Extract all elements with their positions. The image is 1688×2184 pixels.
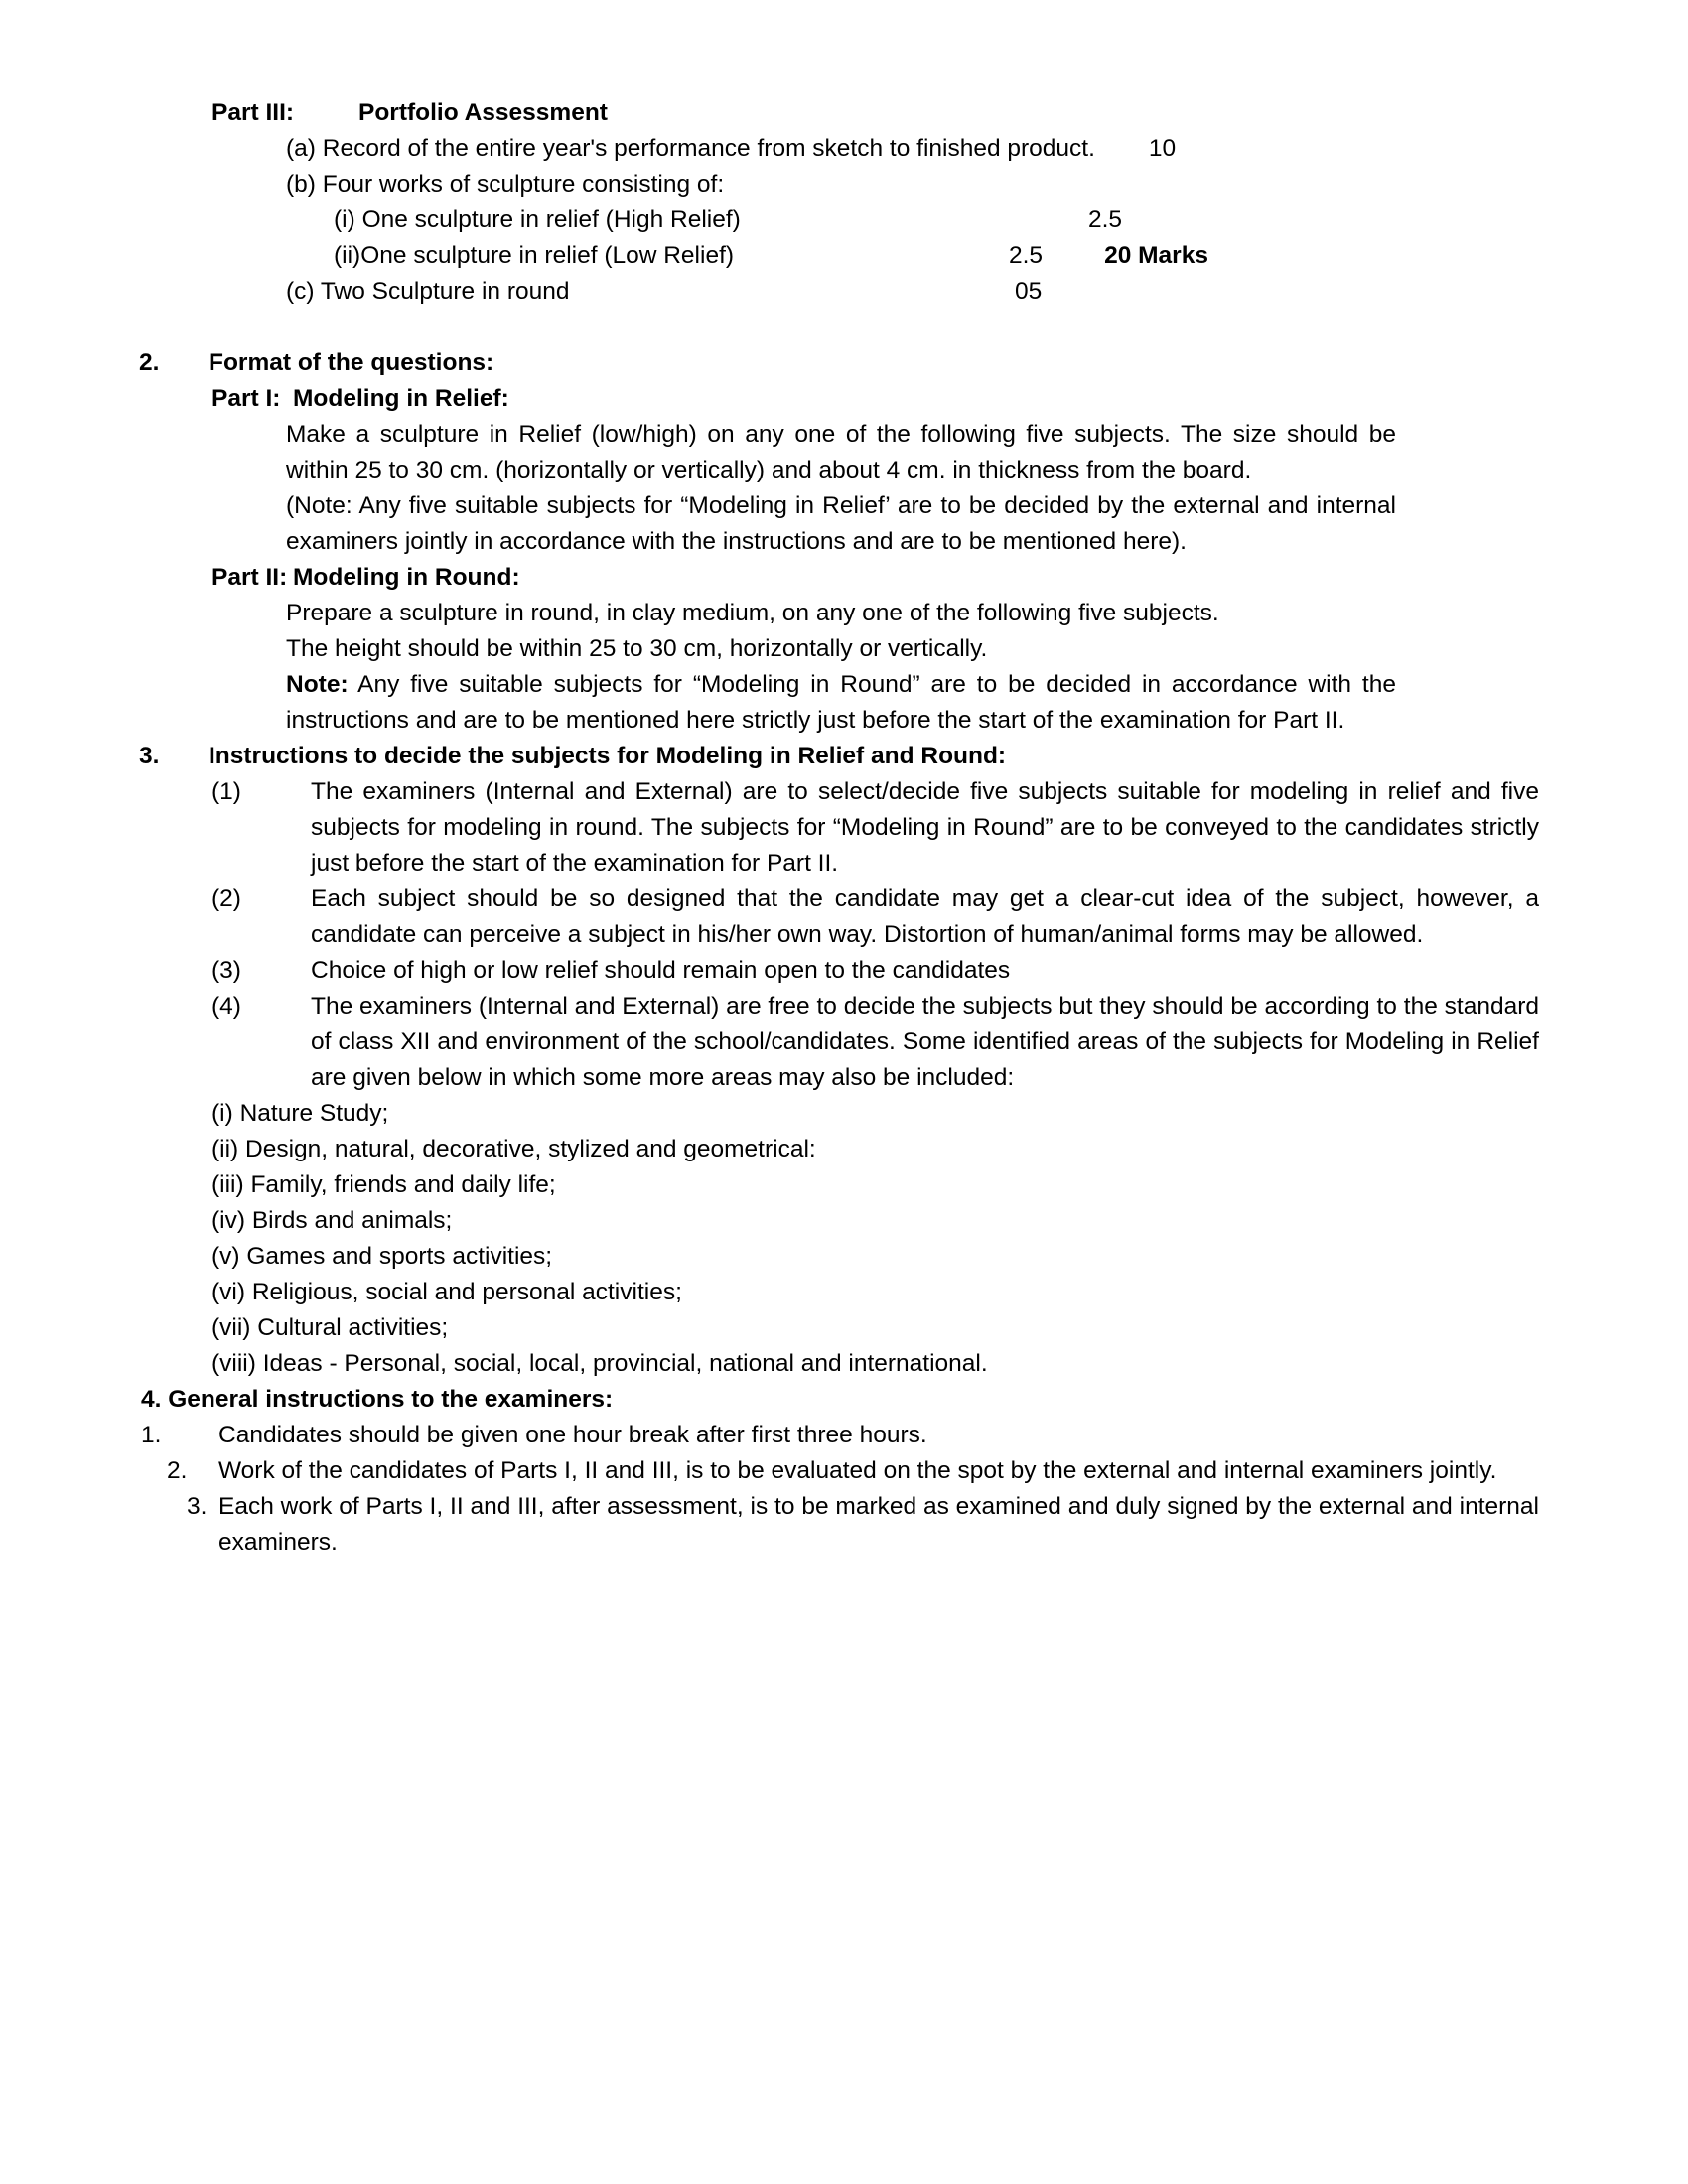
section-3-item-index: (4) (211, 993, 241, 1020)
part-i-paragraph: Make a sculpture in Relief (low/high) on any one of the following five subjects. The size should be within 25 to 30 cm. (horizontally or vertically) and about 4 cm. in thickness from the board. (286, 421, 1396, 483)
section-3-item-text: The examiners (Internal and External) are free to decide the subjects but they should be according to the standard of class XII and environment of the school/candidates. Some identified areas of the subjects for Modeling in Relief are given below in which some more areas may also be included: (311, 993, 1539, 1091)
part-iii-item-b-i-mark: 2.5 (1088, 206, 1123, 233)
part-iii-item-b-ii-text: (ii)One sculpture in relief (Low Relief) (334, 242, 735, 269)
subject-area-item: (iv) Birds and animals; (211, 1207, 453, 1234)
part-iii-item-c-text: (c) Two Sculpture in round (286, 278, 570, 305)
section-4-item-index: 1. (141, 1422, 162, 1448)
part-iii-item-b-text: (b) Four works of sculpture consisting of: (286, 171, 725, 198)
section-2-number: 2. (139, 349, 160, 376)
section-3-item-text: Each subject should be so designed that the candidate may get a clear-cut idea of the subject, however, a candidate can perceive a subject in his/her own way. Distortion of human/animal forms may be allowed. (311, 886, 1539, 948)
part-ii-label: Part II: (211, 564, 288, 591)
section-3-item (211, 953, 1539, 989)
subject-area-item: (ii) Design, natural, decorative, stylized and geometrical: (211, 1136, 816, 1162)
section-3-item-text: The examiners (Internal and External) are to select/decide five subjects suitable for modeling in relief and five subjects for modeling in round. The subjects for “Modeling in Round” are to be conveyed to the candidates strictly just before the start of the examination for Part II. (311, 778, 1539, 877)
section-3-item-text: Choice of high or low relief should remain open to the candidates (311, 957, 1011, 984)
part-iii-title: Portfolio Assessment (358, 99, 608, 126)
part-iii-item-b-ii-mark: 2.5 (1009, 242, 1044, 269)
section-3-item-index: (1) (211, 778, 241, 805)
section-3-item-index: (2) (211, 886, 241, 912)
section-3-heading (139, 739, 1539, 774)
part-iii-item-a-mark: 10 (1148, 135, 1177, 162)
part-ii-paragraph-2: The height should be within 25 to 30 cm, horizontally or vertically. (286, 635, 988, 662)
document-body (139, 95, 1539, 1561)
part-iii-heading (211, 95, 1539, 131)
part-iii-item-b-ii (334, 238, 1539, 274)
part-iii-label: Part III: (211, 99, 295, 126)
part-i-heading (211, 381, 1539, 417)
section-3-item (211, 989, 1539, 1096)
section-4-item-text: Candidates should be given one hour break after first three hours. (218, 1422, 927, 1448)
subject-area-item: (viii) Ideas - Personal, social, local, provincial, national and international. (211, 1350, 988, 1377)
subject-area-item: (v) Games and sports activities; (211, 1243, 553, 1270)
section-4-heading: 4. General instructions to the examiners: (141, 1386, 614, 1413)
part-i-note: (Note: Any five suitable subjects for “Modeling in Relief’ are to be decided by the external and internal examiners jointly in accordance with the instructions and are to be mentioned here). (286, 492, 1396, 555)
subject-area-item: (iii) Family, friends and daily life; (211, 1171, 556, 1198)
section-2-heading (139, 345, 1539, 381)
section-4-item-text: Work of the candidates of Parts I, II and III, is to be evaluated on the spot by the external and internal examiners jointly. (218, 1457, 1497, 1484)
section-4-item (167, 1453, 1539, 1489)
section-4-item-index: 3. (187, 1493, 208, 1520)
subject-areas-list (211, 1096, 1539, 1382)
part-ii-note-text: Any five suitable subjects for “Modeling in Round” are to be decided in accordance with the instructions and are to be mentioned here strictly just before the start of the examination for Part II. (286, 671, 1396, 734)
part-ii-title: Modeling in Round: (293, 564, 520, 591)
section-3-item (211, 774, 1539, 882)
part-ii-note-label: Note: (286, 671, 349, 698)
part-iii-item-b (286, 167, 1539, 203)
part-ii-paragraph-1: Prepare a sculpture in round, in clay medium, on any one of the following five subjects. (286, 600, 1219, 626)
section-3-title: Instructions to decide the subjects for Modeling in Relief and Round: (209, 743, 1007, 769)
section-3-item-index: (3) (211, 957, 241, 984)
part-iii-item-b-i-text: (i) One sculpture in relief (High Relief) (334, 206, 741, 233)
section-4-item-index: 2. (167, 1457, 188, 1484)
part-iii-item-c (286, 274, 1539, 310)
section-3-item (211, 882, 1539, 953)
part-ii-note (286, 667, 1396, 739)
subject-area-item: (vi) Religious, social and personal activities; (211, 1279, 682, 1305)
section-4-item-text: Each work of Parts I, II and III, after assessment, is to be marked as examined and duly signed by the external and internal examiners. (218, 1493, 1539, 1556)
part-ii-heading (211, 560, 1539, 596)
subject-area-item: (vii) Cultural activities; (211, 1314, 449, 1341)
section-3-number: 3. (139, 743, 160, 769)
section-4-item (141, 1418, 1539, 1453)
part-i-label: Part I: (211, 385, 281, 412)
part-iii-item-a (286, 131, 1539, 167)
part-i-title: Modeling in Relief: (293, 385, 509, 412)
part-iii-total-marks: 20 Marks (1104, 242, 1208, 269)
subject-area-item: (i) Nature Study; (211, 1100, 389, 1127)
section-4-item (187, 1489, 1539, 1561)
part-iii-item-c-mark: 05 (1015, 278, 1043, 305)
part-iii-item-b-i (334, 203, 1539, 238)
part-iii-item-a-text: (a) Record of the entire year's performance from sketch to finished product. (286, 135, 1095, 162)
section-2-title: Format of the questions: (209, 349, 494, 376)
